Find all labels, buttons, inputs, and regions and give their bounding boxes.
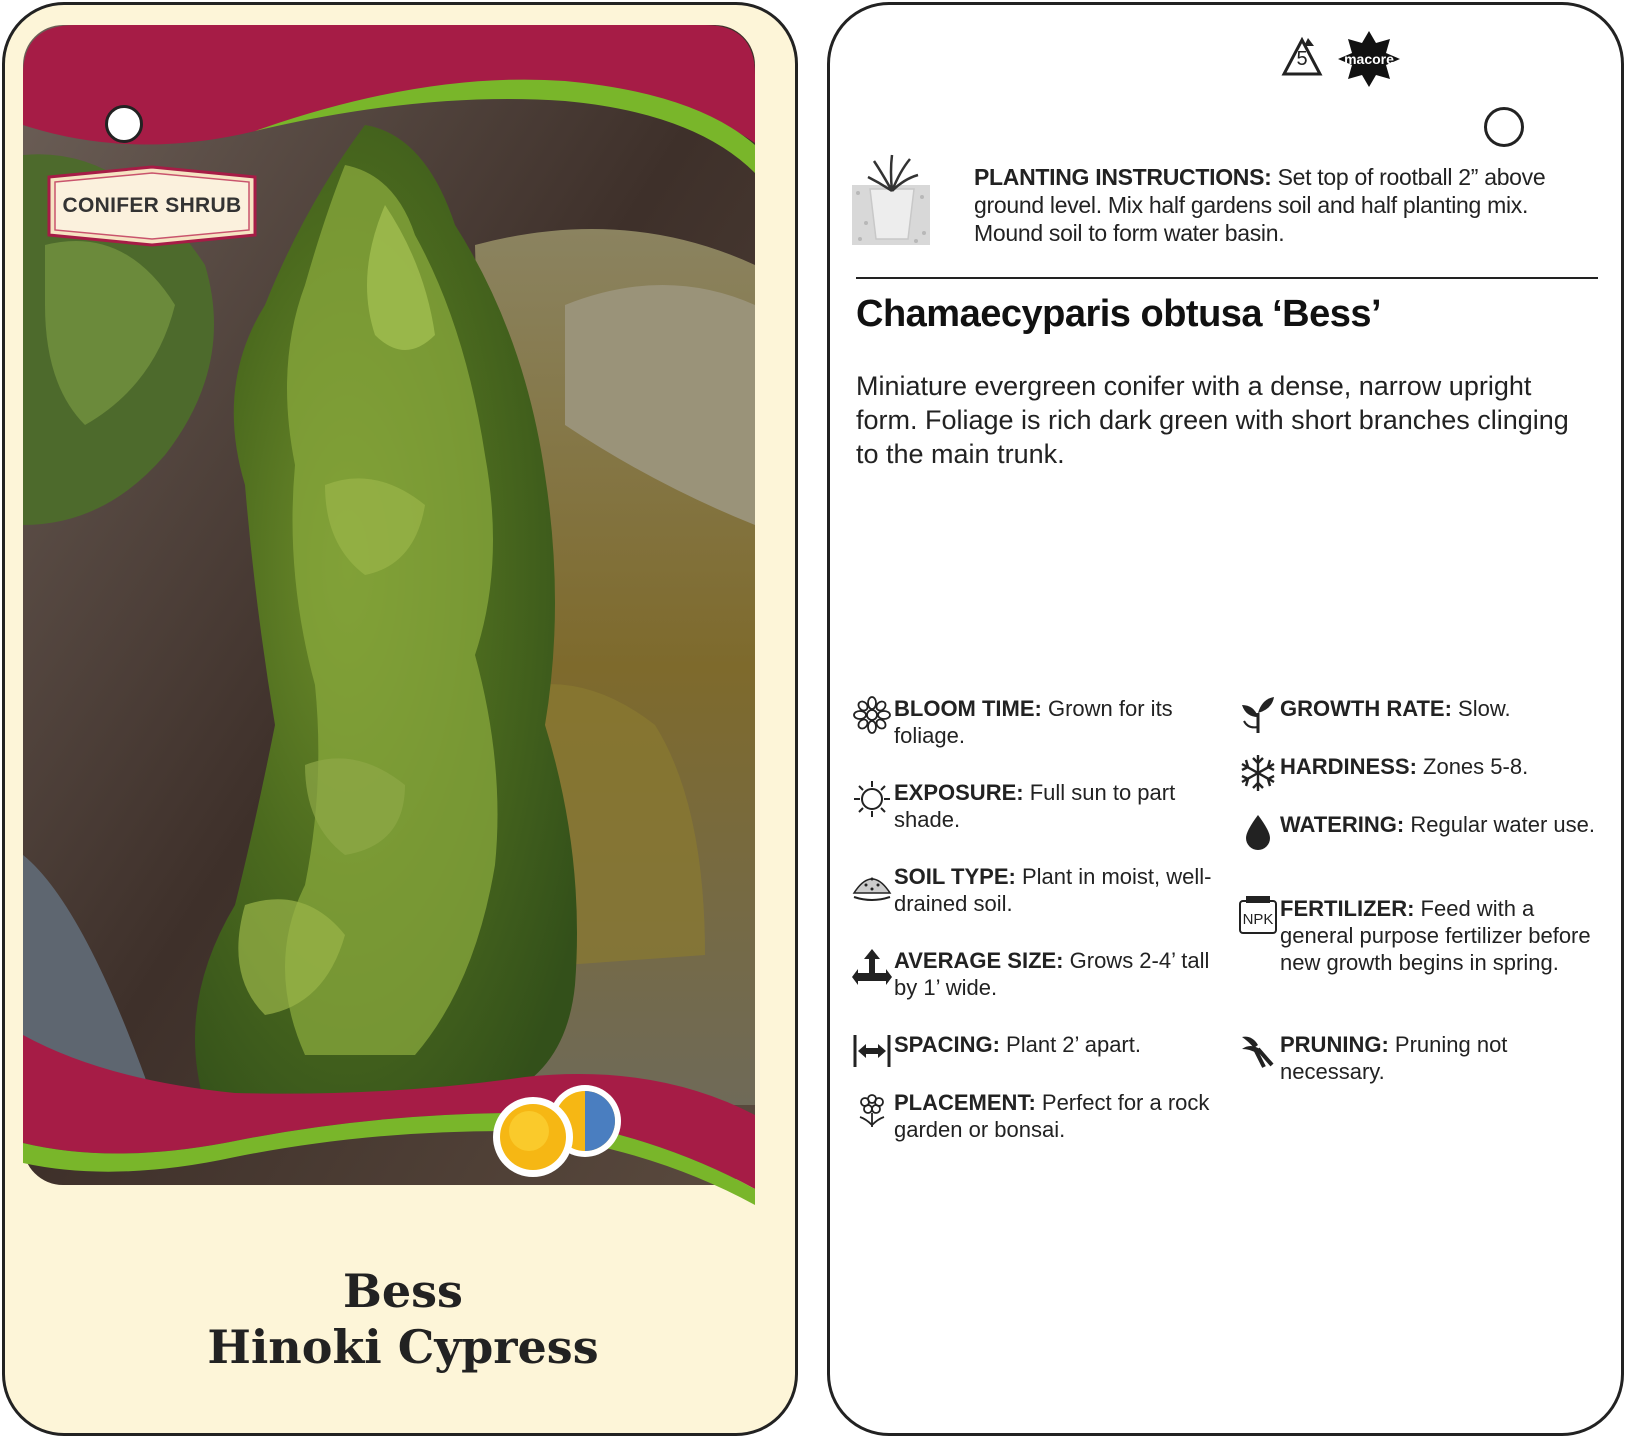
attr-value: Grows 2-4’ tall by 1’ wide.	[894, 948, 1210, 1000]
attr-label: BLOOM TIME:	[894, 696, 1042, 721]
common-name	[5, 1263, 798, 1375]
attr-value: Plant 2’ apart.	[999, 1032, 1141, 1057]
attr-value: Zones 5-8.	[1416, 754, 1529, 779]
sun-icon	[852, 779, 892, 819]
hang-hole	[105, 105, 143, 143]
attr-label: HARDINESS:	[1280, 754, 1417, 779]
plant-description: Miniature evergreen conifer with a dense, narrow upright form. Foliage is rich dark green with short branches clinging to the main trunk.	[856, 371, 1569, 469]
logos	[1278, 29, 1402, 89]
common-name-line2: Hinoki Cypress	[207, 1320, 599, 1374]
attr-value: Slow.	[1451, 696, 1511, 721]
attr-label: SPACING:	[894, 1032, 1000, 1057]
attr-label: PRUNING:	[1280, 1032, 1389, 1057]
attr-value: Regular water use.	[1404, 812, 1596, 837]
hang-hole	[1484, 107, 1524, 147]
attr-label: PLACEMENT:	[894, 1090, 1036, 1115]
attr-label: WATERING:	[1280, 812, 1405, 837]
pruners-icon	[1238, 1031, 1278, 1071]
planting-pot-icon	[852, 153, 932, 249]
soil-icon	[852, 863, 892, 903]
recycle-number: 5	[1296, 48, 1308, 70]
attr-label: EXPOSURE:	[894, 780, 1024, 805]
category-badge	[39, 165, 265, 247]
botanical-name: Chamaecyparis obtusa ‘Bess’	[856, 293, 1382, 335]
attr-value: Grown for its foliage.	[894, 696, 1173, 748]
macore-logo	[1336, 29, 1402, 89]
planting-body: Set top of rootball 2” above ground level. Mix half gardens soil and half planting mix. Mound soil to form water basin.	[974, 164, 1546, 246]
recycle-icon	[1278, 34, 1326, 84]
npk-text: NPK	[1242, 911, 1274, 928]
planting-text	[974, 163, 1589, 247]
macore-text: macore	[1344, 51, 1394, 67]
snowflake-icon	[1238, 753, 1278, 793]
flower-icon	[852, 695, 892, 735]
divider	[856, 277, 1598, 279]
spacing-icon	[852, 1031, 892, 1071]
sprout-icon	[1238, 695, 1278, 735]
sun-exposure-icons	[493, 1085, 633, 1177]
full-sun-icon	[493, 1097, 573, 1177]
common-name-line1: Bess	[343, 1264, 463, 1318]
back-card	[827, 2, 1624, 1436]
size-icon	[852, 947, 892, 987]
attr-label: GROWTH RATE:	[1280, 696, 1452, 721]
planting-label: PLANTING INSTRUCTIONS:	[974, 164, 1272, 190]
attr-value: Perfect for a rock garden or bonsai.	[894, 1090, 1210, 1142]
attr-value: Pruning not necessary.	[1280, 1032, 1508, 1084]
water-drop-icon	[1238, 811, 1278, 851]
attr-value: Feed with a general purpose fertilizer before new growth begins in spring.	[1280, 896, 1591, 975]
attr-label: AVERAGE SIZE:	[894, 948, 1064, 973]
npk-icon	[1238, 895, 1278, 935]
placement-icon	[852, 1089, 892, 1129]
attr-label: SOIL TYPE:	[894, 864, 1016, 889]
attr-value: Plant in moist, well-drained soil.	[894, 864, 1212, 916]
category-label: CONIFER SHRUB	[62, 194, 242, 217]
front-card	[2, 2, 798, 1436]
plant-attributes	[852, 695, 1612, 1175]
attr-label: FERTILIZER:	[1280, 896, 1415, 921]
attr-value: Full sun to part shade.	[894, 780, 1176, 832]
